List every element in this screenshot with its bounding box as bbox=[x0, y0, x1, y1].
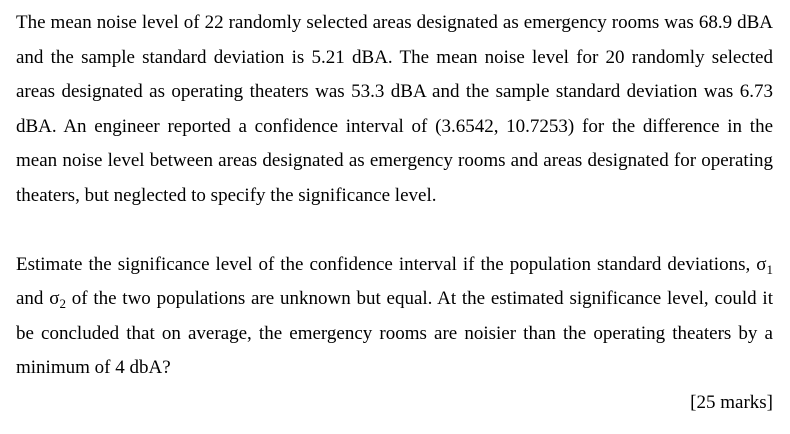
question-body bbox=[16, 6, 773, 386]
sigma-2-letter: σ bbox=[49, 288, 60, 309]
marks-label: [25 marks] bbox=[690, 392, 773, 413]
sigma-1-letter: σ bbox=[756, 253, 767, 275]
sigma-2-symbol bbox=[49, 288, 66, 309]
sigma-1-subscript: 1 bbox=[766, 261, 773, 277]
question-paragraph-1: The mean noise level of 22 randomly selected areas designated as emergency rooms was 68.9 dBA and the sample standard deviation is 5.21 dBA. The mean noise level for 20 randomly selected areas designated as operating theaters was 53.3 dBA and the sample standard deviation was 6.73 dBA. An engineer reported a confidence interval of (3.6542, 10.7253) for the difference in the mean noise level between areas designated as emergency rooms and areas designated for operating theaters, but neglected to specify the significance level. bbox=[16, 12, 773, 206]
question-paragraph-2 bbox=[16, 248, 773, 386]
paragraph-2-lead: Estimate the significance level of the confidence interval if the population standard deviations, bbox=[16, 253, 757, 275]
paragraph-2-tail: of the two populations are unknown but equal. At the estimated significance level, could it be concluded that on average, the emergency rooms are noisier than the operating theaters by a minimum of 4 dbA? bbox=[16, 288, 773, 378]
sigma-2-subscript: 2 bbox=[59, 296, 66, 311]
sigma-1-symbol bbox=[756, 254, 773, 275]
paragraph-2-conjunction: and bbox=[16, 288, 50, 309]
